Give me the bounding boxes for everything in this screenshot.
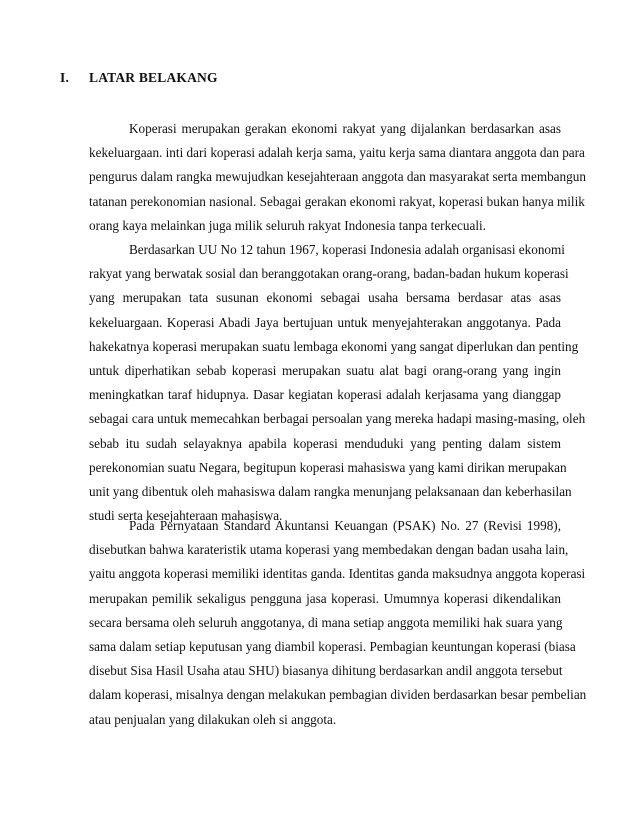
paragraph-line: orang kaya melainkan juga milik seluruh rakyat Indonesia tanpa terkecuali. <box>89 217 486 233</box>
paragraph-line: meningkatkan taraf hidupnya. Dasar kegiatan koperasi adalah kerjasama yang dianggap <box>89 387 561 403</box>
paragraph-line: tatanan perekonomian nasional. Sebagai gerakan ekonomi rakyat, koperasi bukan hanya milik <box>89 193 585 209</box>
paragraph-line: yaitu anggota koperasi memiliki identitas ganda. Identitas ganda maksudnya anggota koperasi <box>89 566 586 582</box>
paragraph-line: sama dalam setiap keputusan yang diambil koperasi. Pembagian keuntungan koperasi (biasa <box>89 638 576 654</box>
paragraph-line: Berdasarkan UU No 12 tahun 1967, koperasi Indonesia adalah organisasi ekonomi <box>129 242 565 257</box>
paragraph-line: sebab itu sudah selayaknya apabila koperasi menduduki yang penting dalam sistem <box>89 435 561 451</box>
paragraph-line: rakyat yang berwatak sosial dan beranggotakan orang-orang, badan-badan hukum koperasi <box>89 266 569 282</box>
paragraph-1 <box>89 117 586 238</box>
paragraph-line: kekeluargaan. Koperasi Abadi Jaya bertujuan untuk menyejahterakan anggotanya. Pada <box>89 314 561 330</box>
paragraph-line: yang merupakan tata susunan ekonomi sebagai usaha bersama berdasar atas asas <box>89 290 561 306</box>
paragraph-3 <box>89 514 587 732</box>
paragraph-line: disebut Sisa Hasil Usaha atau SHU) biasanya dihitung berdasarkan andil anggota tersebut <box>89 663 563 679</box>
paragraph-line: sebagai cara untuk memecahkan berbagai persoalan yang mereka hadapi masing-masing, oleh <box>89 411 586 427</box>
paragraph-line: Koperasi merupakan gerakan ekonomi rakyat yang dijalankan berdasarkan asas <box>129 121 561 136</box>
paragraph-line: hakekatnya koperasi merupakan suatu lembaga ekonomi yang sangat diperlukan dan penting <box>89 338 579 354</box>
paragraph-line: untuk diperhatikan sebab koperasi merupakan suatu alat bagi orang-orang yang ingin <box>89 362 561 378</box>
section-heading <box>60 70 218 86</box>
paragraph-line: secara bersama oleh seluruh anggotanya, di mana setiap anggota memiliki hak suara yang <box>89 614 563 630</box>
paragraph-line: studi serta kesejahteraan mahasiswa. <box>89 508 283 524</box>
paragraph-line: Pada Pernyataan Standard Akuntansi Keuangan (PSAK) No. 27 (Revisi 1998), <box>129 518 561 533</box>
paragraph-line: merupakan pemilik sekaligus pengguna jasa koperasi. Umumnya koperasi dikendalikan <box>89 590 561 606</box>
paragraph-line: disebutkan bahwa karateristik utama koperasi yang membedakan dengan badan usaha lain, <box>89 542 569 558</box>
section-title: LATAR BELAKANG <box>89 70 218 85</box>
paragraph-line: dalam koperasi, misalnya dengan melakukan pembagian dividen berdasarkan besar pembelian <box>89 687 587 703</box>
section-number: I. <box>60 70 70 85</box>
paragraph-line: pengurus dalam rangka mewujudkan kesejahteraan anggota dan masyarakat serta membangun <box>89 169 586 185</box>
paragraph-2 <box>89 238 586 528</box>
paragraph-line: kekeluargaan. inti dari koperasi adalah kerja sama, yaitu kerja sama diantara anggota dan para <box>89 145 585 161</box>
paragraph-line: unit yang dibentuk oleh mahasiswa dalam rangka menunjang pelaksanaan dan keberhasilan <box>89 483 572 499</box>
paragraph-line: atau penjualan yang dilakukan oleh si anggota. <box>89 711 337 727</box>
paragraph-line: perekonomian suatu Negara, begitupun koperasi mahasiswa yang kami dirikan merupakan <box>89 459 567 475</box>
